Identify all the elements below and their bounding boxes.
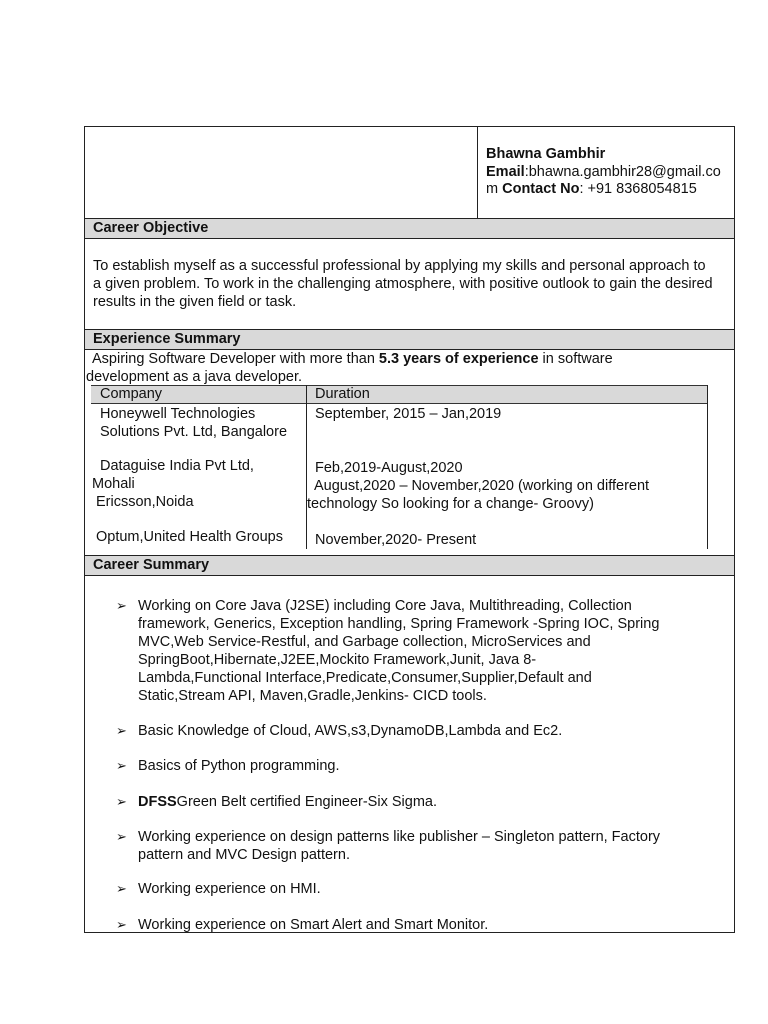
col-duration-header: Duration [315,386,370,402]
duration-cell: August,2020 – November,2020 (working on different [314,478,650,494]
divider [84,575,735,576]
bullet-arrow-icon: ➢ [116,917,127,932]
bullet-arrow-icon: ➢ [116,598,127,613]
objective-line: To establish myself as a successful professional by applying my skills and personal approach to [93,258,706,274]
company-cell: Ericsson,Noida [96,494,194,510]
company-cell: Dataguise India Pvt Ltd, [100,458,254,474]
duration-cell: Feb,2019-August,2020 [315,460,463,476]
email-line [486,163,721,181]
candidate-name: Bhawna Gambhir [486,146,606,162]
header-divider [477,126,478,218]
company-cell: Optum,United Health Groups [96,529,283,545]
experience-summary-heading: Experience Summary [85,330,734,350]
company-cell: Mohali [92,476,135,492]
table-right-border [707,385,708,549]
bullet-arrow-icon: ➢ [116,881,127,896]
duration-cell: September, 2015 – Jan,2019 [315,406,502,422]
experience-table-header [91,385,708,404]
bullet-arrow-icon: ➢ [116,723,127,738]
experience-intro-line2: development as a java developer. [86,369,303,385]
bullet-arrow-icon: ➢ [116,758,127,773]
bullet-arrow-icon: ➢ [116,829,127,844]
company-cell: Honeywell Technologies [100,406,256,422]
email-label: Email [486,164,525,180]
contact-line [486,180,697,198]
contact-value: : +91 8368054815 [579,181,697,197]
duration-cell: technology So looking for a change- Groovy) [307,496,594,512]
table-column-divider [306,385,307,549]
company-cell: Solutions Pvt. Ltd, Bangalore [100,424,288,440]
email-value: :bhawna.gambhir28@gmail.co [524,164,721,180]
career-objective-heading: Career Objective [85,219,734,239]
objective-line: results in the given field or task. [93,294,297,310]
experience-intro: Aspiring Software Developer with more than 5.3 years of experience in software [92,351,613,367]
divider [84,238,735,239]
career-summary-heading: Career Summary [85,556,734,576]
col-company-header: Company [100,386,163,402]
objective-line: a given problem. To work in the challenging atmosphere, with positive outlook to gain the desired [93,276,713,292]
bullet-arrow-icon: ➢ [116,794,127,809]
email-value-cont: m [486,181,499,197]
contact-label: Contact No [502,181,580,197]
duration-cell: November,2020- Present [315,532,477,548]
